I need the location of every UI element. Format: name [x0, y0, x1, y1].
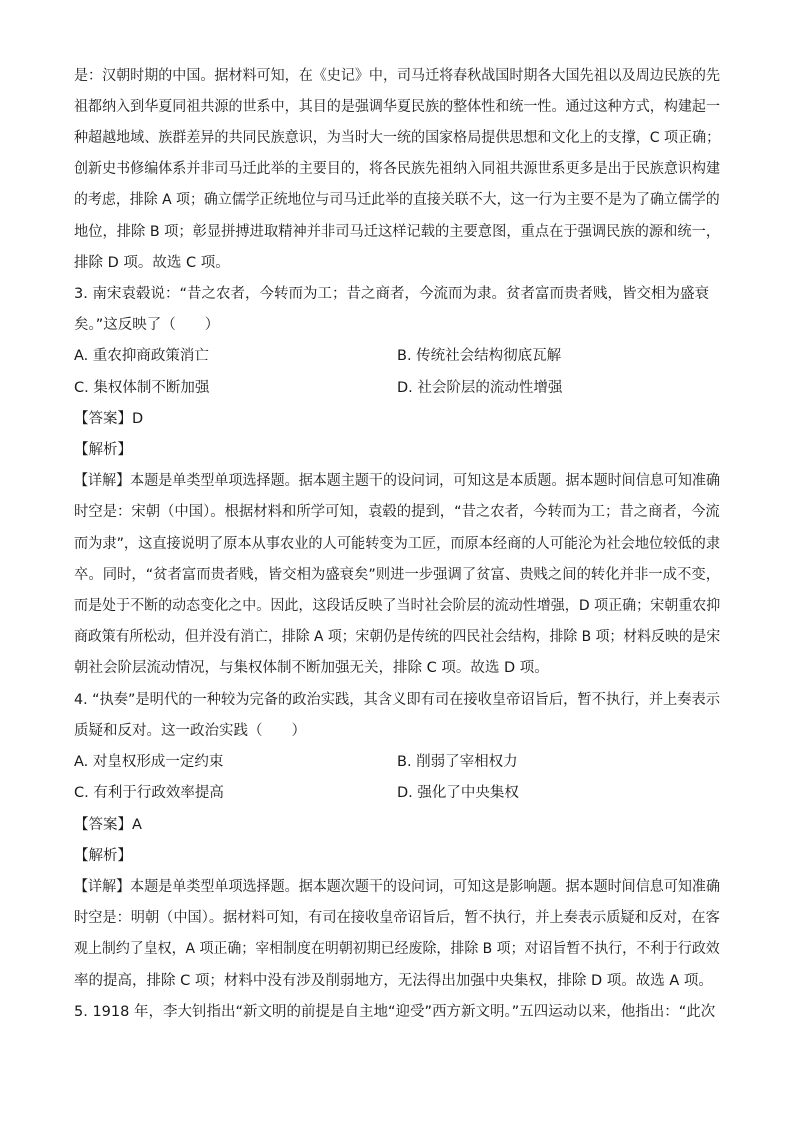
q3-option-a: A. 重农抑商政策消亡 [74, 348, 209, 364]
q2-analysis-line: 排除 D 项。故选 C 项。 [74, 255, 230, 271]
q2-analysis-line: 种超越地域、族群差异的共同民族意识，为当时大一统的国家格局提供思想和文化上的支撑，C 项正确； [74, 130, 721, 146]
q4-analysis-label: 【解析】 [74, 848, 132, 864]
q2-analysis-line: 创新史书修编体系并非司马迁此举的主要目的，将各民族先祖纳入同祖共源世系更多是出于民族意识构建 [74, 161, 720, 177]
q2-analysis-line: 祖都纳入到华夏同祖共源的世系中，其目的是强调华夏民族的整体性和统一性。通过这种方式，构建起一 [74, 99, 720, 115]
q3-detail-line: 朝社会阶层流动情况，与集权体制不断加强无关，排除 C 项。故选 D 项。 [74, 660, 549, 676]
q4-stem-line: 4. “执奏”是明代的一种较为完备的政治实践，其含义即有司在接收皇帝诏旨后，暂不执行，并上奏表示 [74, 692, 720, 708]
q3-detail-line: 而为隶”，这直接说明了原本从事农业的人可能转变为工匠，而原本经商的人可能沦为社会地位较低的隶 [74, 536, 721, 552]
q4-option-b: B. 削弱了宰相权力 [397, 754, 518, 770]
q5-stem-line: 5. 1918 年，李大钊指出“新文明的前提是自主地“迎受”西方新文明。”五四运动以来，他指出：“此次 [74, 1004, 716, 1020]
q3-option-d: D. 社会阶层的流动性增强 [397, 380, 563, 396]
q3-stem-line: 3. 南宋袁毂说：“昔之农者，今转而为工；昔之商者，今流而为隶。贫者富而贵者贱，皆交相为盛衰 [74, 286, 709, 302]
q3-detail-line: 商政策有所松动，但并没有消亡，排除 A 项；宋朝仍是传统的四民社会结构，排除 B 项；材料反映的是宋 [74, 629, 721, 645]
q3-option-c: C. 集权体制不断加强 [74, 380, 210, 396]
q3-detail-line: 而是处于不断的动态变化之中。因此，这段话反映了当时社会阶层的流动性增强，D 项正确；宋朝重农抑 [74, 598, 721, 614]
q3-detail-line: 【详解】本题是单类型单项选择题。据本题主题干的设问词，可知这是本质题。据本题时间信息可知准确 [74, 473, 720, 489]
q4-detail-line: 【详解】本题是单类型单项选择题。据本题次题干的设问词，可知这是影响题。据本题时间信息可知准确 [74, 879, 720, 895]
q3-analysis-label: 【解析】 [74, 442, 132, 458]
q4-detail-line: 观上制约了皇权，A 项正确；宰相制度在明朝初期已经废除，排除 B 项；对诏旨暂不执行，不利于行政效 [74, 941, 720, 957]
q3-answer: 【答案】D [74, 411, 144, 427]
q2-analysis-line: 地位，排除 B 项；彰显拼搏进取精神并非司马迁这样记载的主要意图，重点在于强调民族的源和统一， [74, 224, 721, 240]
q3-detail-line: 时空是：宋朝（中国）。根据材料和所学可知，袁毂的提到，“昔之农者，今转而为工；昔之商者，今流 [74, 504, 720, 520]
q3-option-b: B. 传统社会结构彻底瓦解 [397, 348, 562, 364]
q4-stem-line: 质疑和反对。这一政治实践（ ） [74, 723, 306, 739]
q2-analysis-line: 是：汉朝时期的中国。据材料可知，在《史记》中，司马迁将春秋战国时期各大国先祖以及周边民族的先 [74, 68, 720, 84]
q4-option-d: D. 强化了中央集权 [397, 785, 519, 801]
q4-option-a: A. 对皇权形成一定约束 [74, 754, 224, 770]
q3-stem-line: 矣。”这反映了（ ） [74, 317, 220, 333]
q4-answer: 【答案】A [74, 817, 142, 833]
q4-detail-line: 时空是：明朝（中国）。据材料可知，有司在接收皇帝诏旨后，暂不执行，并上奏表示质疑和反对，在客 [74, 910, 720, 926]
q4-detail-line: 率的提高，排除 C 项；材料中没有涉及削弱地方，无法得出加强中央集权，排除 D 项。故选 A 项。 [74, 973, 713, 989]
q2-analysis-line: 的考虑，排除 A 项；确立儒学正统地位与司马迁此举的直接关联不大，这一行为主要不是为了确立儒学的 [74, 192, 720, 208]
q3-detail-line: 卒。同时，“贫者富而贵者贱，皆交相为盛衰矣”则进一步强调了贫富、贵贱之间的转化并非一成不变， [74, 567, 721, 583]
q4-option-c: C. 有利于行政效率提高 [74, 785, 224, 801]
